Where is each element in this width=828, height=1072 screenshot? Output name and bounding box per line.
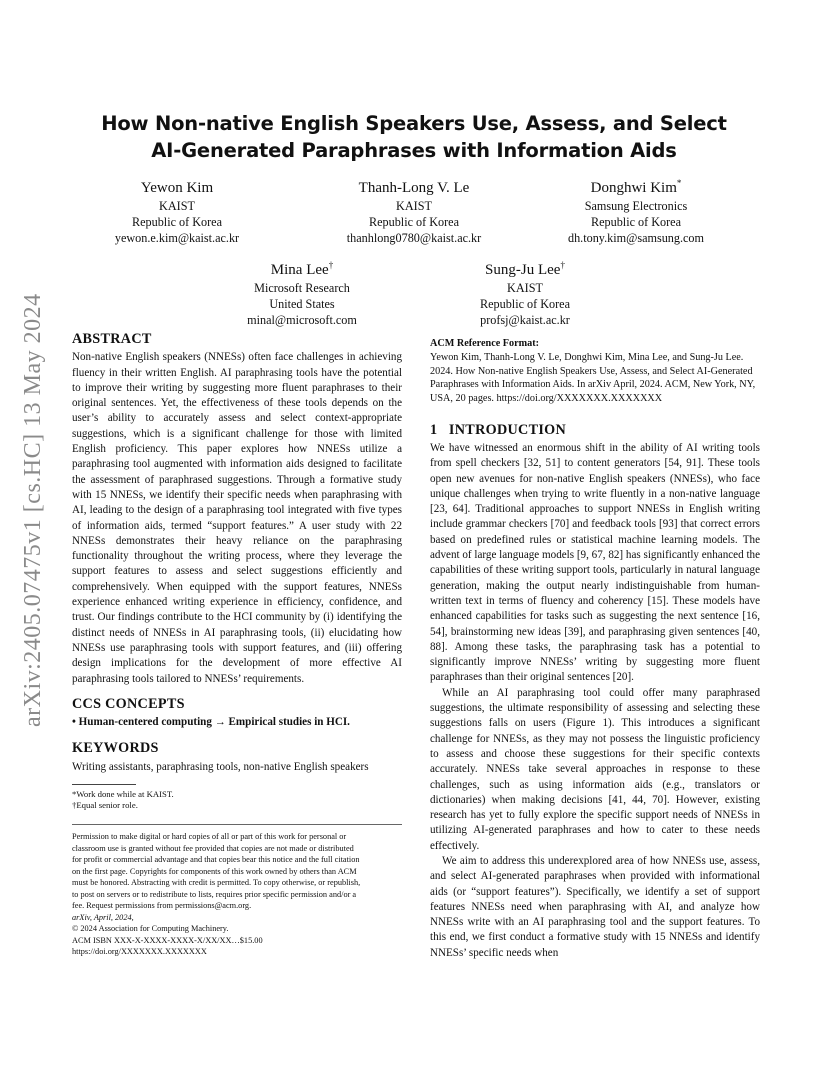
title-line-2: AI-Generated Paraphrases with Information Aids: [151, 139, 677, 162]
venue-line: arXiv, April, 2024,: [72, 912, 134, 922]
author-affiliation: KAIST: [507, 281, 543, 295]
author-email: yewon.e.kim@kaist.ac.kr: [114, 231, 240, 246]
author-email: minal@microsoft.com: [247, 313, 357, 328]
permission-line: to post on servers or to redistribute to lists, requires prior specific permission and/or a: [72, 889, 357, 899]
acm-reference-heading: ACM Reference Format:: [430, 338, 539, 349]
arxiv-identifier: arXiv:2405.07475v1 [cs.HC] 13 May 2024: [20, 293, 46, 727]
permission-line: Permission to make digital or hard copies of all or part of this work for personal or: [72, 832, 347, 842]
permission-line: fee. Request permissions from permissions@acm.org.: [72, 901, 252, 911]
author-country: Republic of Korea: [368, 215, 460, 230]
copyright-notice: [72, 831, 402, 958]
copyright-separator: [72, 824, 402, 825]
author-affiliation: Microsoft Research: [254, 281, 350, 295]
right-column: [430, 336, 760, 961]
copyright-line: © 2024 Association for Computing Machinery.: [72, 924, 229, 934]
introduction-heading: 1 INTRODUCTION: [430, 421, 567, 438]
title-line-1: How Non-native English Speakers Use, Assess, and Select: [101, 112, 727, 135]
keywords-text: Writing assistants, paraphrasing tools, non-native English speakers: [72, 760, 369, 773]
author-name: Thanh-Long V. Le: [358, 180, 470, 196]
author-country: Republic of Korea: [590, 215, 682, 230]
abstract-text: Non-native English speakers (NNESs) often face challenges in achieving fluency in their written English. AI paraphrasing tools have the potential to improve their writing by suggesting more fluent paraphrases to their original sentences. Yet, the effectiveness of these tools depends on the user’s ability to accurately assess and select context-appropriate suggestions, which is a significant challenge for those with limited English proficiency. This paper explores how NNESs utilize a paraphrasing tool augmented with information aids designed to facilitate the assessment of paraphrased suggestions. Through a formative study with 15 NNESs, we identify their specific needs when paraphrasing with AI, leading to the design of a paraphrasing tool integrated with five types of information aids, termed “support features.” A user study with 22 NNESs demonstrates their heavy reliance on the paraphrasing functionality throughout the writing process, where they leverage the support features to assess and select suggestions efficiently and comprehensively. When equipped with the support features, NNESs experience enhanced writing experience in efficiency, confidence, and trust. Our findings contribute to the HCI community by (i) identifying the distinct needs of NNESs in AI paraphrasing tools, (ii) elucidating how NNESs use paraphrasing tools with support features, and (iii) offering design implications for the development of more effective AI paraphrasing tools tailored to NNESs’ requirements.: [72, 351, 402, 685]
author-email: profsj@kaist.ac.kr: [480, 313, 570, 328]
permission-line: for profit or commercial advantage and that copies bear this notice and the full citation: [72, 855, 360, 865]
author-country: Republic of Korea: [479, 297, 571, 312]
intro-paragraph-3: We aim to address this underexplored area of how NNESs use, assess, and select AI-generated paraphrases when provided with informational aids (or “support features”). Specifically, we identify a set of support features NNESs need when paraphrasing with AI, and analyze how NNESs write with an AI paraphrasing tool and the support features. To this end, we first conduct a formative study with 15 NNESs and identify NNESs’ specific needs when: [430, 854, 760, 959]
footnote-rule: [72, 784, 136, 785]
footnote-1: *Work done while at KAIST.: [72, 789, 174, 800]
paper-title: [72, 110, 756, 164]
author-block: [445, 256, 605, 329]
author-block: [222, 256, 382, 329]
intro-paragraph-2: While an AI paraphrasing tool could offer many paraphrased suggestions, the ultimate responsibility of assessing and selecting these suggestions falls on users (Figure 1). This introduces a significant challenge for NNESs, as they may not possess the linguistic proficiency to assess and choose these suggestions for their specific contexts accurately. NNESs take several approaches in response to these challenges, such as using information aids (e.g., translators or dictionaries) when making decisions [41, 44, 70]. However, existing research has yet to fully explore the specific support needs of NNESs in utilizing AI-generated paraphrases and how to cater to these needs effectively.: [430, 686, 760, 852]
author-block: [329, 174, 499, 247]
acm-reference-text: Yewon Kim, Thanh-Long V. Le, Donghwi Kim, Mina Lee, and Sung-Ju Lee. 2024. How Non-native English Speakers Use, Assess, and Select AI-Generated Paraphrases with Information Aids. In arXiv April, 2024. ACM, New York, NY, USA, 20 pages. https://doi.org/XXXXXXX.XXXXXXX: [430, 352, 756, 405]
left-column: [72, 332, 402, 958]
author-name: Yewon Kim: [140, 180, 214, 196]
doi-line: https://doi.org/XXXXXXX.XXXXXXX: [72, 947, 207, 957]
author-email: thanhlong0780@kaist.ac.kr: [346, 231, 482, 246]
isbn-line: ACM ISBN XXX-X-XXXX-XXXX-X/XX/XX…$15.00: [72, 935, 263, 945]
permission-line: must be honored. Abstracting with credit is permitted. To copy otherwise, or republish,: [72, 878, 361, 888]
author-name: Donghwi Kim*: [590, 178, 682, 196]
author-country: United States: [269, 297, 335, 312]
ccs-concepts: • Human-centered computing → Empirical studies in HCI.: [72, 716, 350, 729]
author-email: dh.tony.kim@samsung.com: [567, 231, 705, 246]
ccs-heading: CCS CONCEPTS: [72, 695, 185, 712]
author-block: [92, 174, 262, 247]
author-country: Republic of Korea: [131, 215, 223, 230]
intro-paragraph-1: We have witnessed an enormous shift in the ability of AI writing tools from spell checkers [32, 51] to content generators [54, 91]. These tools open new avenues for non-native English speakers (NNESs), who face unique challenges when trying to write fluently in a non-native language [23, 64]. Traditional approaches to support NNESs in English writing include grammar checkers [70] and feedback tools [93] that correct errors based on predefined rules or statistical machine learning models. The advent of large language models [9, 67, 82] has significantly enhanced the capabilities of these writing support tools, particularly in natural language generation, making the output nearly indistinguishable from human-written text in terms of fluency and coherency [15]. These models have enhanced capabilities for tasks such as suggesting the next sentence [16, 54], brainstorming new ideas [39], and paraphrasing given sentences [40, 88]. Among these tasks, the paraphrasing task has a potential to significantly improve NNESs’ writing by suggesting more fluent paraphrases than their original sentences [20].: [430, 441, 760, 684]
permission-line: classroom use is granted without fee provided that copies are not made or distributed: [72, 843, 354, 853]
author-block: [551, 174, 721, 247]
author-affiliation: Samsung Electronics: [584, 199, 688, 213]
author-affiliation: KAIST: [396, 199, 432, 213]
permission-line: on the first page. Copyrights for components of this work owned by others than ACM: [72, 866, 357, 876]
abstract-heading: ABSTRACT: [72, 331, 152, 347]
footnote-2: †Equal senior role.: [72, 800, 138, 811]
keywords-heading: KEYWORDS: [72, 740, 159, 757]
author-affiliation: KAIST: [159, 199, 195, 213]
author-name: Mina Lee†: [270, 260, 334, 278]
author-name: Sung-Ju Lee†: [485, 260, 565, 278]
